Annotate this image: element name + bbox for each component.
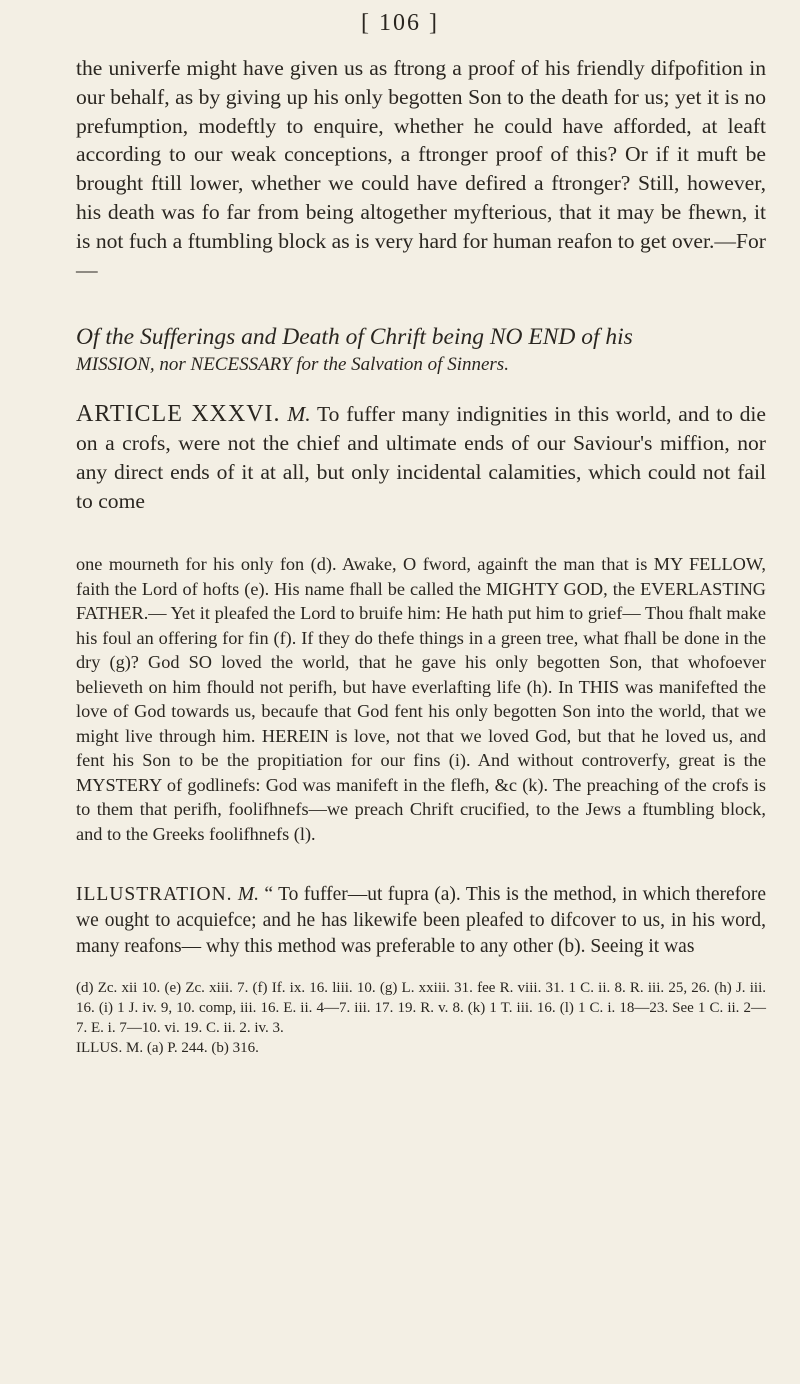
article-paragraph	[76, 400, 766, 516]
article-text: To fuffer many indignities in this world, and to die on a crofs, were not the chief and ultimate ends of our Saviour's miffion, nor any direct ends of it at all, but only incidental calamities, which could not fail to come	[76, 402, 767, 513]
article-label: ARTICLE XXXVI.	[76, 401, 281, 427]
section-heading	[76, 322, 766, 378]
continued-paragraph	[76, 54, 766, 284]
page-number: [ 106 ]	[361, 10, 439, 36]
illustration-paragraph	[76, 882, 766, 960]
heading-line-2: MISSION, nor NECESSARY for the Salvation of Sinners.	[76, 354, 509, 375]
scripture-quotations	[76, 552, 766, 846]
footnote-illus-ref: ILLUS. M. (a) P. 244. (b) 316.	[76, 1040, 259, 1056]
paragraph-text: the univerfe might have given us as ftrong a proof of his friendly difpofition in our behalf, as by giving up his only begotten Son to the death for us; yet it is no prefumption, modeftly to enquire, whether he could have afforded, at leaft according to our weak conceptions, a ftronger proof of this? Or if it muft be brought ftill lower, whether we could have defired a ftronger? Still, however, his death was fo far from being altogether myfterious, that it may be fhewn, it is not fuch a ftumbling block as is very hard for human reafon to get over.—For—	[76, 56, 766, 282]
scripture-text: one mourneth for his only fon (d). Awake, O fword, againft the man that is MY FELLOW, faith the Lord of hofts (e). His name fhall be called the MIGHTY GOD, the EVERLASTING FATHER.— Yet it pleafed the Lord to bruife him: He hath put him to grief— Thou fhalt make his foul an offering for fin (f). If they do thefe things in a green tree, what fhall be done in the dry (g)? God SO loved the world, that he gave his only begotten Son, that whofoever believeth on him fhould not perifh, but have everlafting life (h). In THIS was manifefted the love of God towards us, becaufe that God fent his only begotten Son into the world, that we might live through him. HEREIN is love, not that we loved God, but that he loved us, and fent his Son to be the propitiation for our fins (i). And without controverfy, great is the MYSTERY of godlinefs: God was manifeft in the flefh, &c (k). The preaching of the crofs is to them that perifh, foolifhnefs—we preach Chrift crucified, to the Jews a ftumbling block, and to the Greeks foolifhnefs (l).	[76, 554, 766, 844]
illustration-label: ILLUSTRATION.	[76, 884, 233, 905]
illustration-text: “ To fuffer—ut fupra (a). This is the method, in which therefore we ought to acquiefce; and he has likewife been pleafed to difcover to us, in his word, many reafons— why this method was preferable to any other (b). Seeing it was	[76, 884, 767, 957]
illustration-marker: M.	[237, 884, 260, 905]
footnote-text: (d) Zc. xii 10. (e) Zc. xiii. 7. (f) If. ix. 16. liii. 10. (g) L. xxiii. 31. fee R. viii. 31. 1 C. ii. 8. R. iii. 25, 26. (h) J. iii. 16. (i) 1 J. iv. 9, 10. comp, iii. 16. E. ii. 4—7. iii. 17. 19. R. v. 8. (k) 1 T. iii. 16. (l) 1 C. i. 18—23. See 1 C. ii. 2—7. E. i. 7—10. vi. 19. C. ii. 2. iv. 3.	[76, 980, 766, 1036]
heading-line-1: Of the Sufferings and Death of Chrift being NO END of his	[76, 324, 633, 350]
footnotes	[76, 978, 766, 1058]
article-marker: M.	[287, 402, 311, 426]
